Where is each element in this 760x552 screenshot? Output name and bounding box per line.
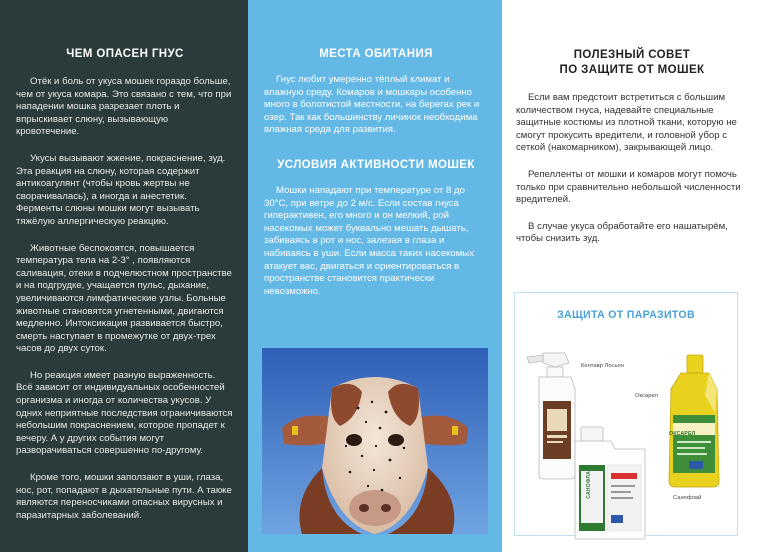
danger-paragraph: Животные беспокоятся, повышается температура тела на 2-3° , появляются саливация, отеки в подчелюстном пространстве и на подгрудке, учащается пульс, дыхание, увеличиваются лимфатические узлы. Больные животные становятся угнетенными, двигаются медленно. Интоксикация развивается быстро, смерть наступает в промежутке от двух-трех часов до двух суток. xyxy=(16,242,232,355)
products-box-inner xyxy=(519,309,733,543)
products-title: ЗАЩИТА ОТ ПАРАЗИТОВ xyxy=(557,309,695,321)
cow-image xyxy=(262,348,488,534)
advice-heading-line1: ПОЛЕЗНЫЙ СОВЕТ xyxy=(573,49,691,61)
danger-paragraph: Укусы вызывают жжение, покраснение, зуд. Эта реакция на слюну, которая содержит антикоагулянт (чтобы кровь жертвы не сворачивалась), а иногда и анестетик. Ферменты слюны мошки могут вызывать тяжёлую аллергическую реакцию. xyxy=(16,152,226,227)
advice-heading xyxy=(516,48,748,78)
sanoflay-bottle-brand: САНОФЛАЙ xyxy=(586,467,592,499)
oksarel-bottle-brand: ОКСАРЕЛ xyxy=(669,431,696,437)
oksarel-label: Оксарел xyxy=(635,393,658,399)
danger-paragraph: Отёк и боль от укуса мошек гораздо больше, чем от укуса комара. Это связано с тем, что при нападении мошка разрезает плоть и впрыскивает слюну, вызывающую кровотечение. xyxy=(16,76,232,138)
habitat-heading: МЕСТА ОБИТАНИЯ xyxy=(319,48,433,60)
panel-habitat xyxy=(248,0,502,552)
advice-paragraph: Если вам предстоит встретиться с большим количеством гнуса, надевайте специальные защитные костюмы из плотной ткани, которую не смогут прокусить вредители, и головной убор с сеткой (накомарником), закрывающей лицо. xyxy=(516,92,737,154)
kentavr-label: Кентавр Лосьон xyxy=(581,363,624,369)
advice-heading-line2: ПО ЗАЩИТЕ ОТ МОШЕК xyxy=(559,64,705,76)
products-box xyxy=(514,292,738,536)
advice-paragraph: В случае укуса обработайте его нашатырём, чтобы снизить зуд. xyxy=(516,220,728,245)
danger-heading: ЧЕМ ОПАСЕН ГНУС xyxy=(66,48,184,60)
cow-photo xyxy=(262,348,488,534)
danger-paragraph: Кроме того, мошки заползают в уши, глаза, нос, рот, попадают в дыхательные пути. А также являются переносчиками опасных вирусных и паразитарных заболеваний. xyxy=(16,472,232,521)
activity-heading: УСЛОВИЯ АКТИВНОСТИ МОШЕК xyxy=(277,158,475,171)
oksarel-bottle-image xyxy=(659,353,731,489)
danger-paragraph: Но реакция имеет разную выраженность. Всё зависит от индивидуальных особенностей организма и иногда от количества укусов. У одних неприятные последствия ограничиваются небольшим покраснением, которое пропадет к вечеру. А у других события могут разворачиваться совершенно по-другому. xyxy=(16,369,233,457)
sanoflay-bottle-image xyxy=(571,425,649,541)
activity-paragraph: Мошки нападают при температуре от 8 до 30°С, при ветре до 2 м/с. Если состав гнуса гиперактивен, его много и он мелкий, рой насекомых может буквально мешать дышать, забиваясь в рот и нос, залезая в глаза и набиваясь в уши. Если масса таких насекомых атакует вас, двигаться и ориентироваться в пространстве становится практически невозможно. xyxy=(264,184,474,297)
advice-paragraph: Репелленты от мошки и комаров могут помочь только при сравнительно небольшой численности вредителей. xyxy=(516,168,741,206)
panel-advice xyxy=(502,0,760,552)
sanoflay-label: Санофлай xyxy=(673,495,702,501)
panel-danger xyxy=(0,0,248,552)
habitat-paragraph: Гнус любит умеренно тёплый климат и влажную среду. Комаров и мошкары особенно много в болотистой местности, на берегах рек и озер. Так как большинству личинок необходима влажная среда для развития. xyxy=(264,74,480,136)
